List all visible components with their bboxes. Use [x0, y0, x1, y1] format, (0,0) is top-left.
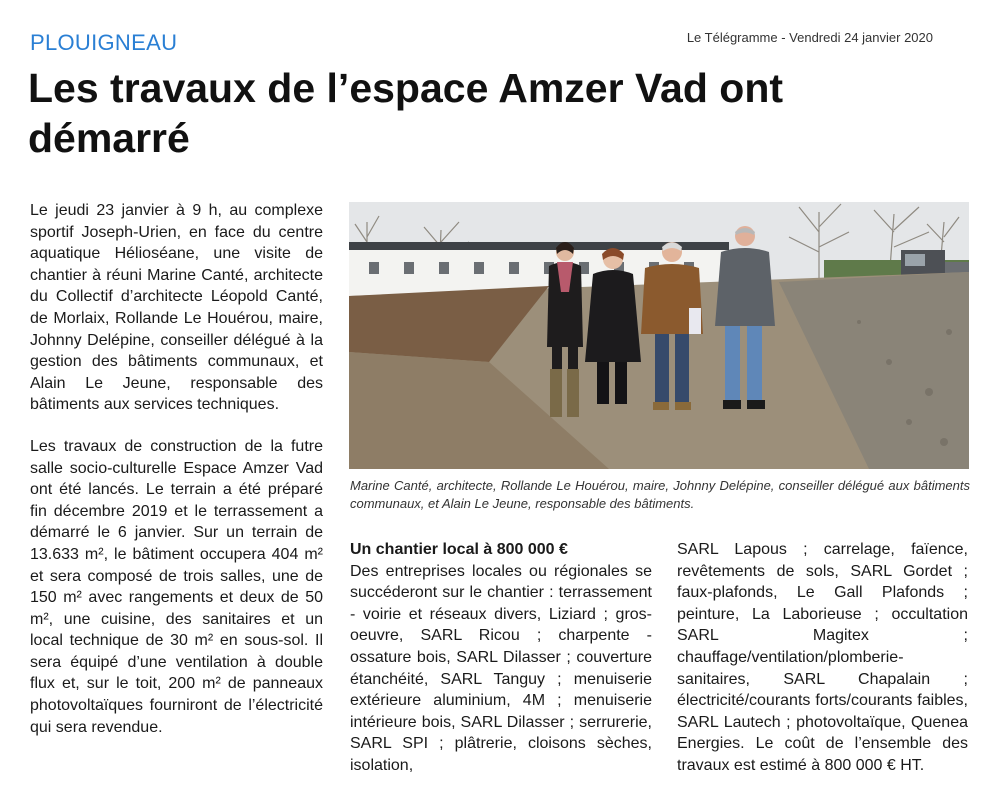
article-column-1 [30, 200, 323, 738]
article-headline: Les travaux de l’espace Amzer Vad ont démarré [28, 65, 784, 161]
article-paragraph: Des entreprises locales ou régionales se succéderont sur le chantier : terrassement - voirie et réseaux divers, Liziard ; gros-oeuvre, SARL Ricou ; charpente - ossature bois, SARL Dilasser ; couverture étanchéité, SARL Tanguy ; menuiserie extérieure aluminium, 4M ; menuiserie intérieure bois, SARL Dilasser ; serrurerie, SARL SPI ; plâtrerie, cloisons sèches, isolation, [350, 562, 652, 774]
article-paragraph: Le jeudi 23 janvier à 9 h, au complexe sportif Joseph-Urien, en face du centre aquatique Hélioséane, une visite de chantier à réuni Marine Canté, architecte du Collectif d’architecte Léopold Canté, de Morlaix, Rollande Le Houérou, maire, Johnny Delépine, conseiller délégué à la gestion des bâtiments communaux, et Alain Le Jeune, responsable des bâtiments aux services techniques. [30, 202, 323, 414]
photo-caption: Marine Canté, architecte, Rollande Le Houérou, maire, Johnny Delépine, conseiller délégué aux bâtiments communaux, et Alain Le Jeune, responsable des bâtiments. [350, 478, 970, 511]
publication-dateline: Le Télégramme - Vendredi 24 janvier 2020 [686, 30, 933, 45]
article-column-2 [350, 539, 652, 777]
section-kicker: PLOUIGNEAU [30, 30, 178, 55]
article-paragraph: Les travaux de construction de la futre salle socio-culturelle Espace Amzer Vad ont été lancés. Le terrain a été préparé fin décembre 2019 et le terrassement a démarré le 6 janvier. Sur un terrain de 13.633 m², le bâtiment occupera 404 m² et sera composé de trois salles, une de 150 m² avec rangements et deux de 50 m², une cuisine, des sanitaires et un local technique de 30 m² en sous-sol. Il sera équipé d’une ventilation à double flux et, sur le toit, 200 m² de panneaux photovoltaïques fourniront de l’électricité qui sera revendue. [30, 437, 323, 736]
article-photo [349, 202, 969, 469]
article-subheading: Un chantier local à 800 000 € [350, 541, 568, 558]
article-paragraph: SARL Lapous ; carrelage, faïence, revêtements de sols, SARL Gordet ; faux-plafonds, Le Gall Plafonds ; peinture, La Laborieuse ; occultation SARL Magitex ; chauffage/ventilation/plomberie-sanitaires, SARL Chapalain ; électricité/courants forts/courants faibles, SARL Lautech ; photovoltaïque, Quenea Energies. Le coût de l’ensemble des travaux est estimé à 800 000 € HT. [677, 541, 968, 774]
article-column-3 [677, 539, 968, 777]
